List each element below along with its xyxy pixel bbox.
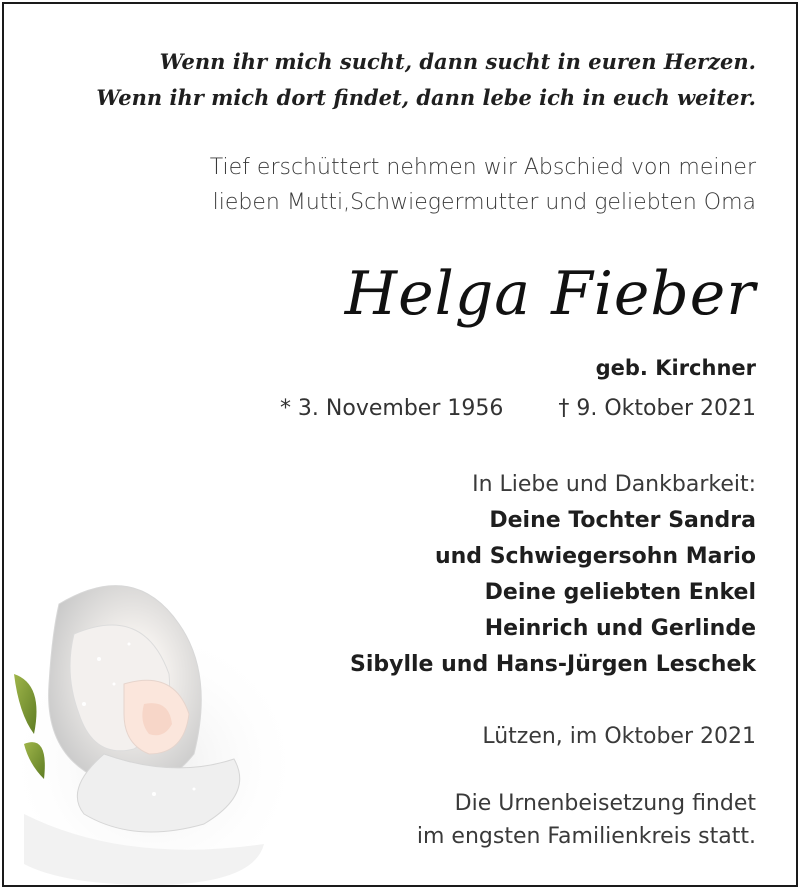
maiden-name: geb. Kirchner xyxy=(595,356,756,380)
mourners-heading: In Liebe und Dankbarkeit: xyxy=(472,472,756,497)
quote-line-1: Wenn ihr mich sucht, dann sucht in euren Herzen. xyxy=(159,49,756,74)
life-dates xyxy=(280,396,756,421)
quote-block xyxy=(96,44,756,116)
obituary-notice xyxy=(2,2,798,887)
mourner-line: Heinrich und Gerlinde xyxy=(484,616,756,641)
intro-block xyxy=(210,150,756,220)
mourner-line: Deine geliebten Enkel xyxy=(484,580,756,605)
deceased-name: Helga Fieber xyxy=(344,259,756,329)
intro-line-2: lieben Mutti,Schwiegermutter und geliebten Oma xyxy=(212,190,756,215)
funeral-note xyxy=(417,787,756,853)
mourner-line: Deine Tochter Sandra xyxy=(489,508,756,533)
mourner-line: und Schwiegersohn Mario xyxy=(434,544,756,569)
intro-line-1: Tief erschüttert nehmen wir Abschied von meiner xyxy=(209,155,756,180)
funeral-note-line-2: im engsten Familienkreis statt. xyxy=(416,824,756,849)
birth-date: * 3. November 1956 xyxy=(279,396,504,421)
quote-line-2: Wenn ihr mich dort findet, dann lebe ich in euch weiter. xyxy=(96,85,756,110)
funeral-note-line-1: Die Urnenbeisetzung findet xyxy=(454,791,756,816)
mourners-list xyxy=(350,503,756,683)
mourner-line: Sibylle und Hans-Jürgen Leschek xyxy=(350,652,756,677)
death-date: † 9. Oktober 2021 xyxy=(558,396,756,421)
white-rose-image xyxy=(4,564,304,885)
place-date: Lützen, im Oktober 2021 xyxy=(482,724,756,749)
